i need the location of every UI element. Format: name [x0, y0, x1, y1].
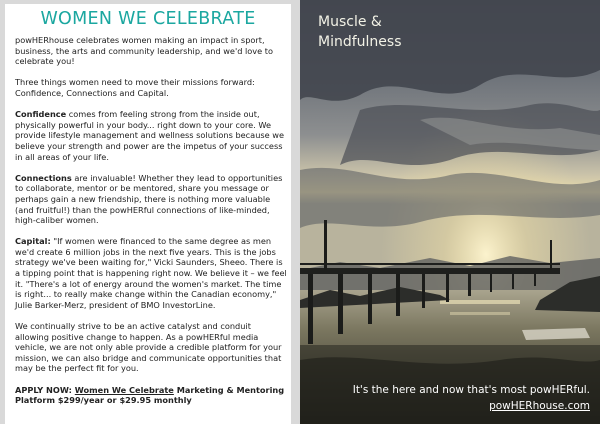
- connections-paragraph: [15, 173, 287, 226]
- intro-paragraph: powHERhouse celebrates women making an impact in sport, business, the arts and community leadership, and we'd love to celebrate you!: [15, 35, 274, 67]
- apply-suffix: Marketing & Mentoring Platform $299/year or $29.95 monthly: [15, 384, 285, 406]
- connections-heading: Connections: [15, 172, 72, 183]
- three-things-paragraph: Three things women need to move their missions forward: Confidence, Connections and Capital.: [15, 77, 255, 98]
- confidence-paragraph: [15, 109, 287, 162]
- connections-text: are invaluable! Whether they lead to opportunities to collaborate, mentor or be mentored, share you message or perhaps gain a new friendship, there is nothing more valuable (and fruitful!) than the powHERful connections of like-minded, high-caliber women.: [15, 172, 283, 226]
- confidence-heading: Confidence: [15, 109, 67, 120]
- apply-link[interactable]: Women We Celebrate: [74, 384, 174, 395]
- tagline: It's the here and now that's most powHERful.: [352, 384, 590, 396]
- brand-title: Muscle & Mindfulness: [318, 14, 402, 50]
- capital-text: "If women were financed to the same degree as men we'd create 6 million jobs in the next five years. This is the jobs strategy we've been waiting for," Vicki Saunders, Sheeo. There is a tipping point that is happening right now. We believe it – we feel it. "There's a lot of energy around the women's market. The time is right... to really make change within the Canadian economy," Julie Barker-Merz, president of BMO InvestorLine.: [15, 236, 287, 310]
- website-link[interactable]: powHERhouse.com: [489, 400, 590, 412]
- apply-now: [15, 385, 287, 406]
- page-title: WOMEN WE CELEBRATE: [40, 9, 256, 29]
- body-copy: [15, 35, 287, 406]
- sunset-pier-photo: [300, 0, 600, 424]
- capital-heading: Capital:: [15, 236, 51, 247]
- capital-paragraph: [15, 236, 287, 310]
- apply-prefix: APPLY NOW:: [15, 384, 75, 395]
- closing-paragraph: We continually strive to be an active catalyst and conduit allowing positive change to happen. As a powHERful media vehicle, we are not only able provide a credible platform for your mission, we can also bridge and communicate opportunities that may be the perfect fit for you.: [15, 321, 282, 374]
- text-panel: [5, 4, 291, 424]
- confidence-text: comes from feeling strong from the inside out, physically powerful in your body... right down to your core. We provide lifestyle management and wellness solutions because we believe your strength and power are the impetus of your success in all areas of your life.: [15, 109, 285, 162]
